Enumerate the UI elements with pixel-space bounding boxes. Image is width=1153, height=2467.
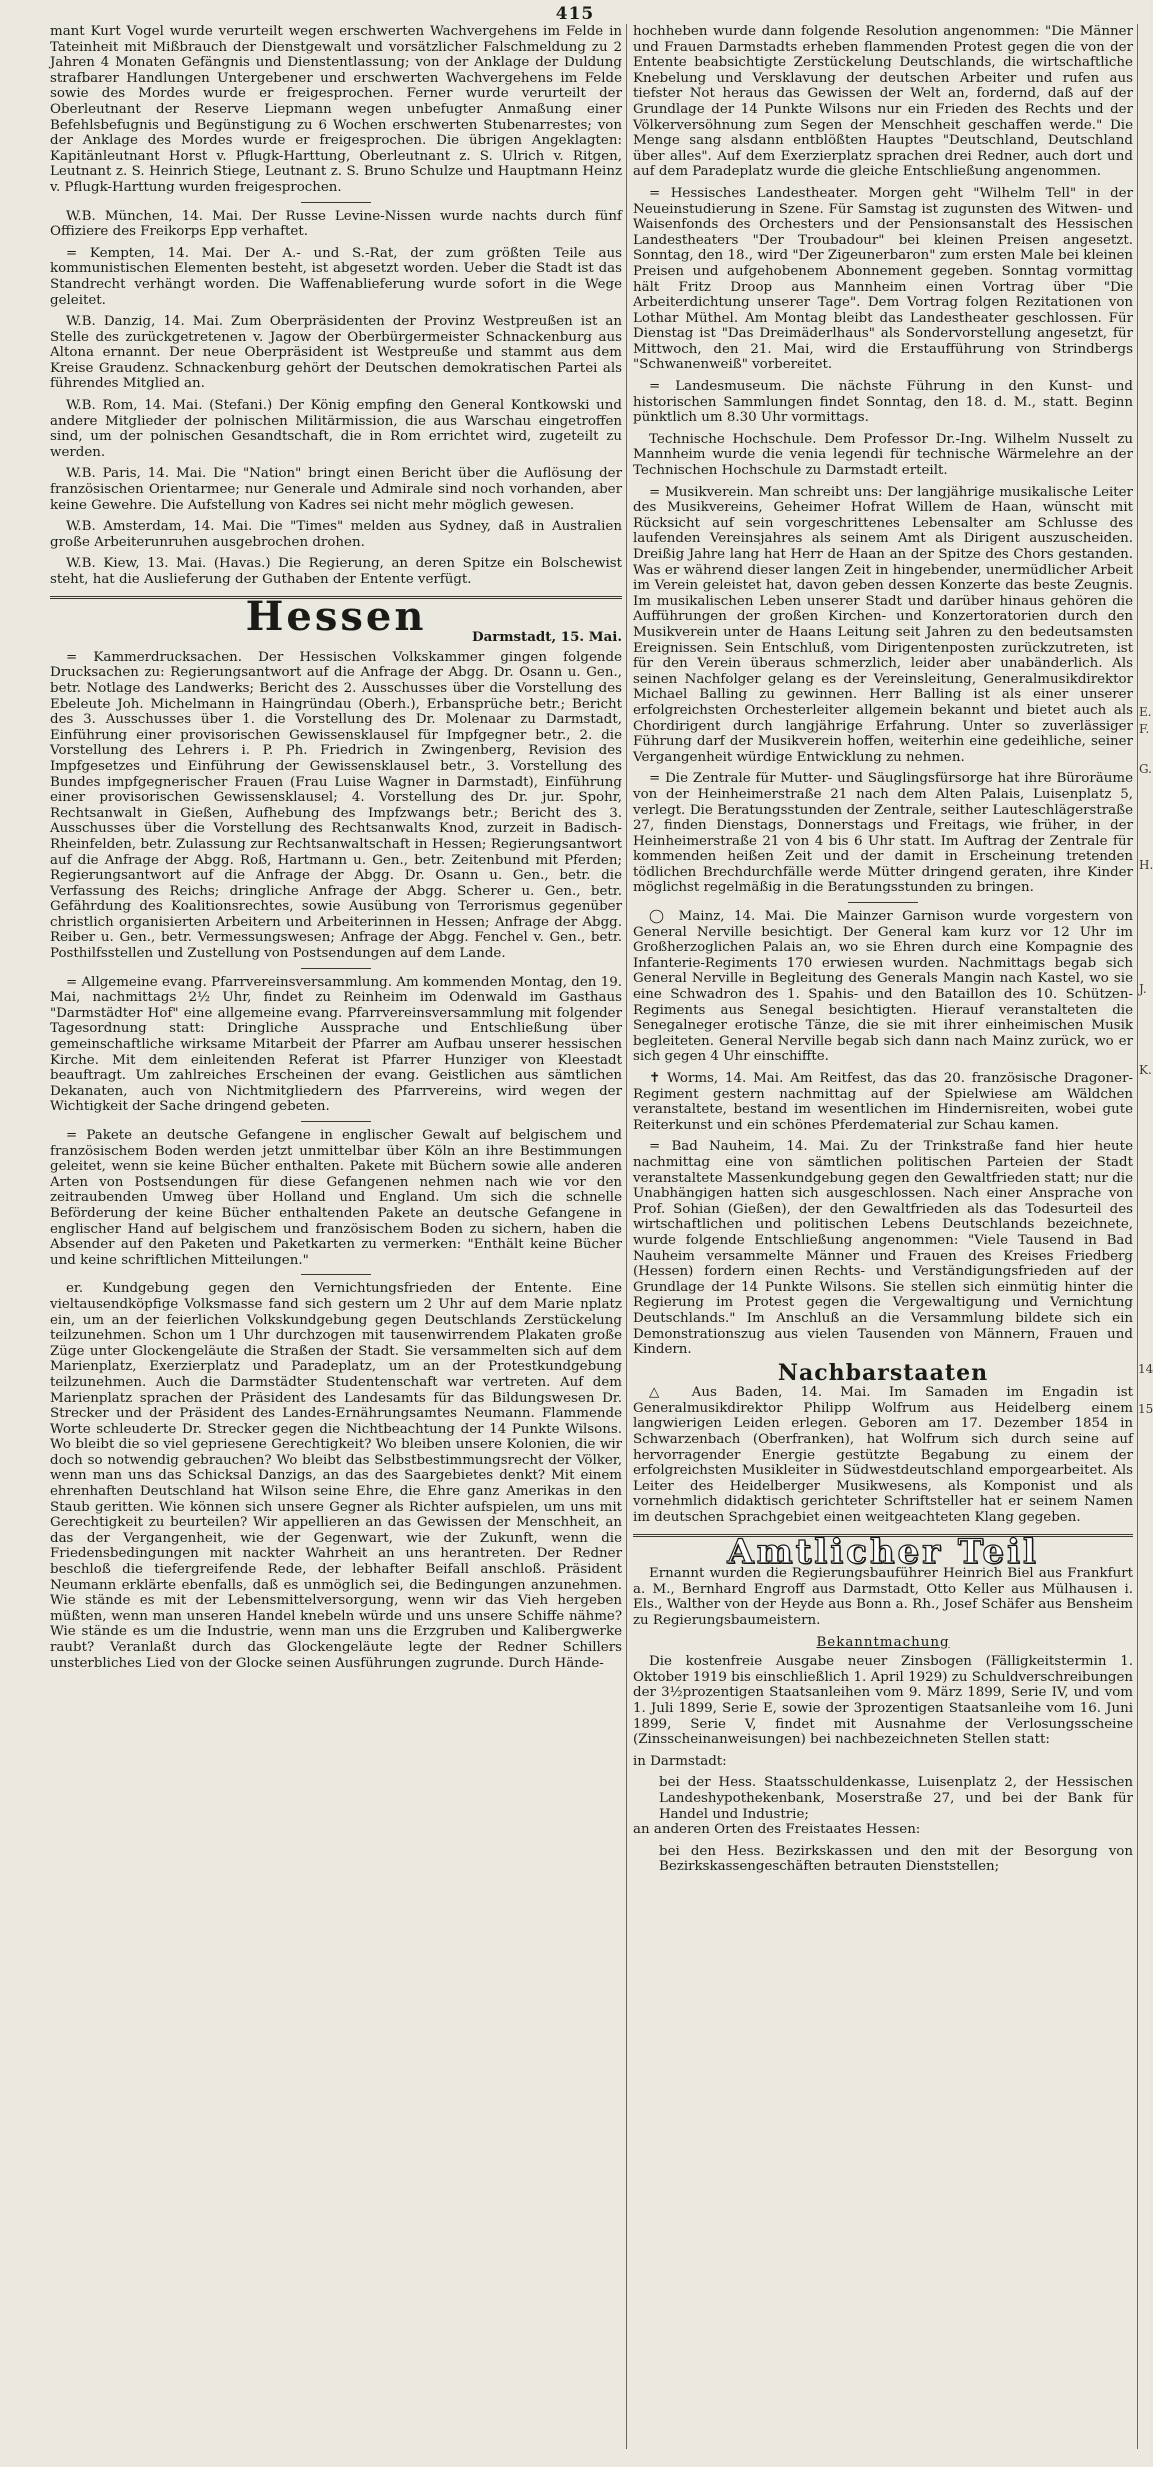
separator <box>848 902 918 903</box>
news-item: W.B. Paris, 14. Mai. Die "Nation" bringt einen Bericht über die Auflösung der französischen Orientarmee; nur Generale und Admirale sind noch vorhanden, aber keine Gewehre. Die Aufstellung von Kadres sei nicht mehr möglich gewesen. <box>50 466 622 513</box>
separator <box>301 1274 371 1275</box>
edge-fragment: 14 <box>1138 1362 1153 1376</box>
page-number: 415 <box>555 4 595 24</box>
article-paragraph: hochheben wurde dann folgende Resolution angenommen: "Die Männer und Frauen Darmstadts erheben flammenden Protest gegen die von der Entente beabsichtigte Zerstückelung Deutschlands, die wirtschaftliche Knebelung und Versklavung der deutschen Arbeiter und rufen aus tiefster Not heraus das Gewissen der Welt an, fordernd, daß auf der Grundlage der 14 Punkte Wilsons nur ein Frieden des Rechts und der Völkerversöhnung zum Segen der Menschheit geschaffen werde." Die Menge sang alsdann entblößten Hauptes "Deutschland, Deutschland über alles". Auf dem Exerzierplatz sprachen drei Redner, auch dort und auf dem Paradeplatz wurde die gleiche Entschließung angenommen. <box>633 24 1133 180</box>
column-rule-right <box>1137 24 1138 2449</box>
dateline: Darmstadt, 15. Mai. <box>472 629 622 646</box>
announcement-heading <box>633 1635 1133 1651</box>
article-paragraph: = Pakete an deutsche Gefangene in englischer Gewalt auf belgischem und französischem Boden werden jetzt unmittelbar über Köln an ihre Bestimmungen geleitet, wenn sie keine Bücher enthalten. Pakete mit Büchern sowie alle anderen Arten von Postsendungen für diese Gefangenen nehmen nach wie vor den zeitraubenden Umweg über Holland und England. Um sich die schnelle Beförderung der keine Bücher enthaltenden Pakete an deutsche Gefangene in englischer Hand auf belgischem und französischem Boden zu sichern, haben die Absender auf den Paketen und Paketkarten zu vermerken: "Enthält keine Bücher und keine schriftlichen Mitteilungen." <box>50 1128 622 1268</box>
separator <box>301 202 371 203</box>
section-heading-amtlicher-teil: Amtlicher Teil <box>727 1531 1039 1572</box>
article-paragraph: ◯ Mainz, 14. Mai. Die Mainzer Garnison wurde vorgestern von General Nerville besichtigt. Der General kam kurz vor 12 Uhr im Großherzoglichen Palais an, wo sie Ehren durch eine Kompagnie des Infanterie-Regiments 170 erwiesen wurden. Nachmittags begab sich General Nerville in Begleitung des Generals Mangin nach Kastel, wo sie eine Schwadron des 1. Spahis- und den Bataillon des 10. Schützen-Regiments aus Senegal besichtigten. Hierauf veranstalteten die Senegalneger erotische Tänze, die sie mit ihrer einheimischen Musik begleiteten. General Nerville begab sich dann nach Mainz zurück, wo er sich gegen 4 Uhr einschiffte. <box>633 909 1133 1065</box>
article-paragraph: = Bad Nauheim, 14. Mai. Zu der Trinkstraße fand hier heute nachmittag eine von sämtlichen politischen Parteien der Stadt veranstaltete Massenkundgebung gegen den Gewaltfrieden statt; nur die Unabhängigen hatten sich ausgeschlossen. Nach einer Ansprache von Prof. Sohian (Gießen), der den Gewaltfrieden als das Todesurteil des wirtschaftlichen und politischen Lebens Deutschlands bezeichnete, wurde folgende Entschließung angenommen: "Viele Tausend in Bad Nauheim versammelte Männer und Frauen des Kreises Friedberg (Hessen) fordern einen Rechts- und Verständigungsfrieden auf der Grundlage der 14 Punkte Wilsons. Sie stellen sich einmütig hinter die Regierung im Protest gegen die Vergewaltigung und Vernichtung Deutschlands." Im Anschluß an die Versammlung bildete sich ein Demonstrationszug aus vielen Tausenden von Männern, Frauen und Kindern. <box>633 1139 1133 1358</box>
article-paragraph: mant Kurt Vogel wurde verurteilt wegen erschwerten Wachvergehens im Felde in Tateinheit mit Mißbrauch der Dienstgewalt und vorsätzlicher Falschmeldung zu 2 Jahren 4 Monaten Gefängnis und Dienstentlassung; von der Anklage der Duldung strafbarer Handlungen Untergebener und erschwerten Wachvergehens im Felde sowie des Mordes wurde er freigesprochen. Ferner wurde verurteilt der Oberleutnant der Reserve Liepmann wegen unbefugter Anmaßung einer Befehlsbefugnis und Begünstigung zu 6 Wochen erschwerten Stubenarrestes; von der Anklage des Mordes wurde er freigesprochen. Die übrigen Angeklagten: Kapitänleutnant Horst v. Pflugk-Harttung, Oberleutnant z. S. Ulrich v. Ritgen, Leutnant z. S. Heinrich Stiege, Leutnant z. S. Bruno Schulze und Hauptmann Heinz v. Pflugk-Harttung wurden freigesprochen. <box>50 24 622 195</box>
article-paragraph: = Die Zentrale für Mutter- und Säuglingsfürsorge hat ihre Büroräume von der Heinheimerstraße 21 nach dem Alten Palais, Luisenplatz 5, verlegt. Die Beratungsstunden der Zentrale, seither Lauteschlägerstraße 27, finden Dienstags, Donnerstags und Freitags, wie früher, in der Heinheimerstraße 21 von 4 bis 6 Uhr statt. Im Auftrag der Zentrale für kommenden heißen Zeit und der damit in Erscheinung tretenden tödlichen Brechdurchfälle werde Mütter dringend geraten, ihre Kinder möglichst regelmäßig in die Beratungsstunden zu bringen. <box>633 771 1133 896</box>
article-paragraph: = Allgemeine evang. Pfarrvereinsversammlung. Am kommenden Montag, den 19. Mai, nachmittags 2½ Uhr, findet zu Reinheim im Odenwald im Gasthaus "Darmstädter Hof" eine allgemeine evang. Pfarrvereinsversammlung mit folgender Tagesordnung statt: Dringliche Aussprache und Entschließung über gemeinschaftliche wirksame Mitarbeit der Pfarrer am Aufbau unserer hessischen Kirche. Mit dem einleitenden Referat ist Pfarrer Hunziger von Kleestadt beauftragt. Um zahlreiches Erscheinen der evang. Geistlichen aus sämtlichen Dekanaten, auch von Nichtmitgliedern des Pfarrvereins, wird wegen der Wichtigkeit der Sache dringend gebeten. <box>50 974 622 1115</box>
list-item: bei den Hess. Bezirkskassen und den mit der Besorgung von Bezirkskassengeschäften betrauten Dienststellen; <box>659 1843 1133 1875</box>
edge-fragment: J. <box>1139 982 1147 996</box>
list-item: an anderen Orten des Freistaates Hessen: <box>633 1822 921 1838</box>
article-paragraph: ✝ Worms, 14. Mai. Am Reitfest, das das 20. französische Dragoner-Regiment gestern nachmittag auf der Spielwiese am Wäldchen veranstaltete, bestand im wesentlichen im Hindernisreiten, wobei gute Reiterkunst und ein schönes Pferdematerial zur Schau kamen. <box>633 1071 1133 1133</box>
news-item: W.B. Amsterdam, 14. Mai. Die "Times" melden aus Sydney, daß in Australien große Arbeiterunruhen ausgebrochen drohen. <box>50 519 622 550</box>
article-paragraph: er. Kundgebung gegen den Vernichtungsfrieden der Entente. Eine vieltausendköpfige Volksmasse fand sich gestern um 2 Uhr auf dem Marie nplatz ein, um an der feierlichen Volkskundgebung gegen Deutschlands Zerstückelung teilzunehmen. Schon um 1 Uhr durchzogen mit tausenwirrendem Plakaten große Züge unter Glockengeläute die Straßen der Stadt. Sie versammelten sich auf dem Marienplatz, Exerzierplatz und Paradeplatz, um an der Protestkundgebung teilzunehmen. Auch die Darmstädter Studentenschaft war vertreten. Auf dem Marienplatz sprachen der Präsident des Landesamts für das Bildungswesen Dr. Strecker und der Präsident des Landes-Ernährungsamtes Neumann. Flammende Worte schleuderte Dr. Strecker gegen die Nichtbeachtung der 14 Punkte Wilsons. Wo bleibt die so viel gepriesene Gerechtigkeit? Wo bleiben unsere Kolonien, die wir doch so notwendig gebrauchen? Wo bleibt das Selbstbestimmungsrecht der Völker, wenn man uns das Schicksal Danzigs, an das des Saargebietes denkt? Mit einem ehrenhaften Deutschland hat Wilson seine Ehre, die Ehre ganz Amerikas in den Staub geritten. Wie können sich unsere Gegner als Richter aufspielen, um uns mit Gerechtigkeit zu beurteilen? Wir appellieren an das Gewissen der Menschheit, an das der Vergangenheit, wie der Gegenwart, wie der Zukunft, wenn die Friedensbedingungen mit nackter Wahrheit an uns herantreten. Der Redner beschloß die tiefergreifende Rede, der lebhafter Beifall anschloß. Präsident Neumann erklärte ebenfalls, daß es unmöglich sei, die Bedingungen anzunehmen. Wie stände es mit der Lebensmittelversorgung, wenn wir das Vieh hergeben müßten, wenn man unseren Handel knebeln würde und uns unsere Schiffe nähme? Wie stände es um die Industrie, wenn man uns die Erzgruben und Kalibergwerke raubt? Veranlaßt durch das Glockengeläute legte der Redner Schillers unsterbliches Lied von der Glocke seinen Ausführungen zugrunde. Durch Hände- <box>50 1281 622 1671</box>
list-item: bei der Hess. Staatsschuldenkasse, Luisenplatz 2, der Hessischen Landeshypothekenbank, Moserstraße 27, und bei der Bank für Handel und Industrie; <box>659 1775 1133 1822</box>
edge-fragment: E. <box>1139 705 1152 719</box>
right-column <box>633 24 1133 2464</box>
news-item: W.B. München, 14. Mai. Der Russe Levine-Nissen wurde nachts durch fünf Offiziere des Freikorps Epp verhaftet. <box>50 208 622 240</box>
section-heading-hessen: Hessen <box>245 592 427 640</box>
edge-fragment: F. <box>1139 722 1150 736</box>
news-item: W.B. Kiew, 13. Mai. (Havas.) Die Regierung, an deren Spitze ein Bolschewist steht, hat die Auslieferung der Guthaben der Entente verfügt. <box>50 556 622 587</box>
edge-fragment: K. <box>1139 1063 1152 1077</box>
news-item: W.B. Danzig, 14. Mai. Zum Oberpräsidenten der Provinz Westpreußen ist an Stelle des zurückgetretenen v. Jagow der Oberbürgermeister Schnackenburg aus Altona ernannt. Der neue Oberpräsident ist Westpreuße und stammt aus dem Kreise Graudenz. Schnackenburg gehört der Deutschen demokratischen Partei als führendes Mitglied an. <box>50 314 622 392</box>
section-heading-nachbarstaaten: Nachbarstaaten <box>777 1359 989 1386</box>
article-paragraph: △ Aus Baden, 14. Mai. Im Samaden im Engadin ist Generalmusikdirektor Philipp Wolfrum aus Heidelberg einem langwierigen Leiden erlegen. Geboren am 17. Dezember 1854 in Schwarzenbach (Oberfranken), hat Wolfrum sich durch seine auf hervorragender Energie gestützte Begabung zu einem der erfolgreichsten Musikleiter in Südwestdeutschland emporgearbeitet. Als Leiter des Heidelberger Musikwesens, als Komponist und als vornehmlich didaktisch gerichteter Schriftsteller hat er seinem Namen im deutschen Sprachgebiet einen weitgeachteten Klang gegeben. <box>633 1385 1133 1526</box>
article-paragraph: = Landesmuseum. Die nächste Führung in den Kunst- und historischen Sammlungen findet Sonntag, den 18. d. M., statt. Beginn pünktlich um 8.30 Uhr vormittags. <box>633 379 1133 426</box>
list-item: in Darmstadt: <box>633 1753 727 1769</box>
announcement-heading-text: Bekanntmachung <box>816 1634 950 1650</box>
article-paragraph: Die kostenfreie Ausgabe neuer Zinsbogen (Fälligkeitstermin 1. Oktober 1919 bis einschließlich 1. April 1929) zu Schuldverschreibungen der 3½prozentigen Staatsanleihen vom 9. März 1899, Serie IV, und vom 1. Juli 1899, Serie E, sowie der 3prozentigen Staatsanleihe vom 16. Juni 1899, Serie V, findet mit Ausnahme der Verlosungsscheine (Zinsscheinanweisungen) bei nachbezeichneten Stellen statt: <box>633 1654 1133 1748</box>
edge-fragment: G. <box>1139 762 1152 776</box>
news-item: W.B. Rom, 14. Mai. (Stefani.) Der König empfing den General Kontkowski und andere Mitglieder der polnischen Militärmission, die aus Warschau eingetroffen sind, um der polnischen Gesandtschaft, die in Rom errichtet wird, zugeteilt zu werden. <box>50 398 622 460</box>
separator <box>301 968 371 969</box>
article-paragraph: Technische Hochschule. Dem Professor Dr.-Ing. Wilhelm Nusselt zu Mannheim wurde die venia legendi für technische Wärmelehre an der Technischen Hochschule zu Darmstadt erteilt. <box>633 431 1133 479</box>
article-paragraph: Ernannt wurden die Regierungsbauführer Heinrich Biel aus Frankfurt a. M., Bernhard Engroff aus Darmstadt, Otto Keller aus Mülhausen i. Els., Walther von der Heyde aus Bonn a. Rh., Josef Schäfer aus Bensheim zu Regierungsbaumeistern. <box>633 1566 1133 1628</box>
edge-fragment: H. <box>1139 858 1153 872</box>
column-rule <box>626 24 627 2449</box>
edge-fragment: 15 <box>1138 1402 1153 1416</box>
separator <box>301 1121 371 1122</box>
left-column <box>50 24 622 2464</box>
article-paragraph: = Kammerdrucksachen. Der Hessischen Volkskammer gingen folgende Drucksachen zu: Regierungsantwort auf die Anfrage der Abgg. Dr. Osann u. Gen., betr. Notlage des Landwerks; Bericht des 2. Ausschusses über die Vorstellung des Ebeleute Joh. Michelmann in Haingründau (Oberh.), Erbansprüche betr.; Bericht des 3. Ausschusses über 1. die Vorstellung des Dr. Molenaar zu Darmstadt, Einführung einer provisorischen Gewissensklausel für Impfgegner betr., 2. die Vorstellung des Lehrers i. P. Ph. Friedrich in Zwingenberg, Revision des Impfgesetzes und Einführung der Gewissensklausel betr., 3. Vorstellung des Bundes impfgegnerischer Frauen (Frau Luise Wagner in Darmstadt), Einführung einer provisorischen Gewissensklausel; 4. Vorstellung des Dr. jur. Spohr, Rechtsanwalt in Gießen, Aufhebung des Impfzwangs betr.; Bericht des 3. Ausschusses über die Vorstellung des Rechtsanwalts Knod, zurzeit in Badisch-Rheinfelden, betr. Zulassung zur Rechtsanwaltschaft in Hessen; Regierungsantwort auf die Anfrage der Abgg. Roß, Hartmann u. Gen., betr. Zeitenbund mit Pferden; Regierungsantwort auf die Anfrage der Abgg. Dr. Osann u. Gen., betr. die Verfassung des Reichs; dringliche Anfrage der Abgg. Scherer u. Gen., betr. Gefährdung des Koalitionsrechtes, sowie Ausübung von Terrorismus gegenüber christlich organisierten Arbeitern und Arbeiterinnen in Hessen; Anfrage der Abgg. Reiber u. Gen., betr. Vermessungswesen; Anfrage der Abgg. Fenchel v. Gen., betr. Posthilfsstellen und Zustellung von Postsendungen auf dem Lande. <box>50 649 622 962</box>
article-paragraph: = Musikverein. Man schreibt uns: Der langjährige musikalische Leiter des Musikvereins, Geheimer Hofrat Willem de Haan, wünscht mit Rücksicht auf sein vorgeschrittenes Lebensalter am Schlusse des laufenden Vereinsjahres als seinem Amt als Dirigent auszuscheiden. Dreißig Jahre lang hat Herr de Haan an der Spitze des Chors gestanden. Was er während dieser langen Zeit in hingebender, unermüdlicher Arbeit im Verein geleistet hat, davon geben dessen Konzerte das beste Zeugnis. Im musikalischen Leben unserer Stadt und darüber hinaus gehören die Aufführungen der großen Kirchen- und Konzertoratorien durch den Musikverein unter de Haans Leitung seit Jahren zu den bedeutsamsten Ereignissen. Sein Entschluß, vom Dirigentenposten zurückzutreten, ist für den Verein überaus schmerzlich, leider aber unabänderlich. Als seinen Nachfolger gelang es der Vereinsleitung, Generalmusikdirektor Michael Balling zu gewinnen. Herr Balling ist als einer unserer erfolgreichsten Orchesterleiter allgemein bekannt und bietet auch als Chordirigent durch langjährige Erfahrung. Unter so zuverlässiger Führung darf der Musikverein hoffen, weiterhin eine gedeihliche, seiner Vergangenheit würdige Entwicklung zu nehmen. <box>633 484 1133 765</box>
article-paragraph: = Hessisches Landestheater. Morgen geht "Wilhelm Tell" in der Neueinstudierung in Szene. Für Samstag ist zugunsten des Witwen- und Waisenfonds des Orchesters und der Pensionsanstalt des Hessischen Landestheaters "Der Troubadour" bei kleinen Preisen angesetzt. Sonntag, den 18., wird "Der Zigeunerbaron" zum ersten Male bei kleinen Preisen und aufgehobenem Abonnement gegeben. Sonntag vormittag hält Fritz Droop aus Mannheim einen Vortrag über "Die Arbeiterdichtung unserer Tage". Dem Vortrag folgen Rezitationen von Lothar Müthel. Am Montag bleibt das Landestheater geschlossen. Für Dienstag ist "Das Dreimäderlhaus" als Sondervorstellung angesetzt, für Mittwoch, den 21. Mai, wird die Erstaufführung von Strindbergs "Schwanenweiß" vorbereitet. <box>633 185 1133 373</box>
news-item: = Kempten, 14. Mai. Der A.- und S.-Rat, der zum größten Teile aus kommunistischen Elementen besteht, ist abgesetzt worden. Ueber die Stadt ist das Standrecht verhängt worden. Die Waffenablieferung wurde sofort in die Wege geleitet. <box>50 245 622 308</box>
